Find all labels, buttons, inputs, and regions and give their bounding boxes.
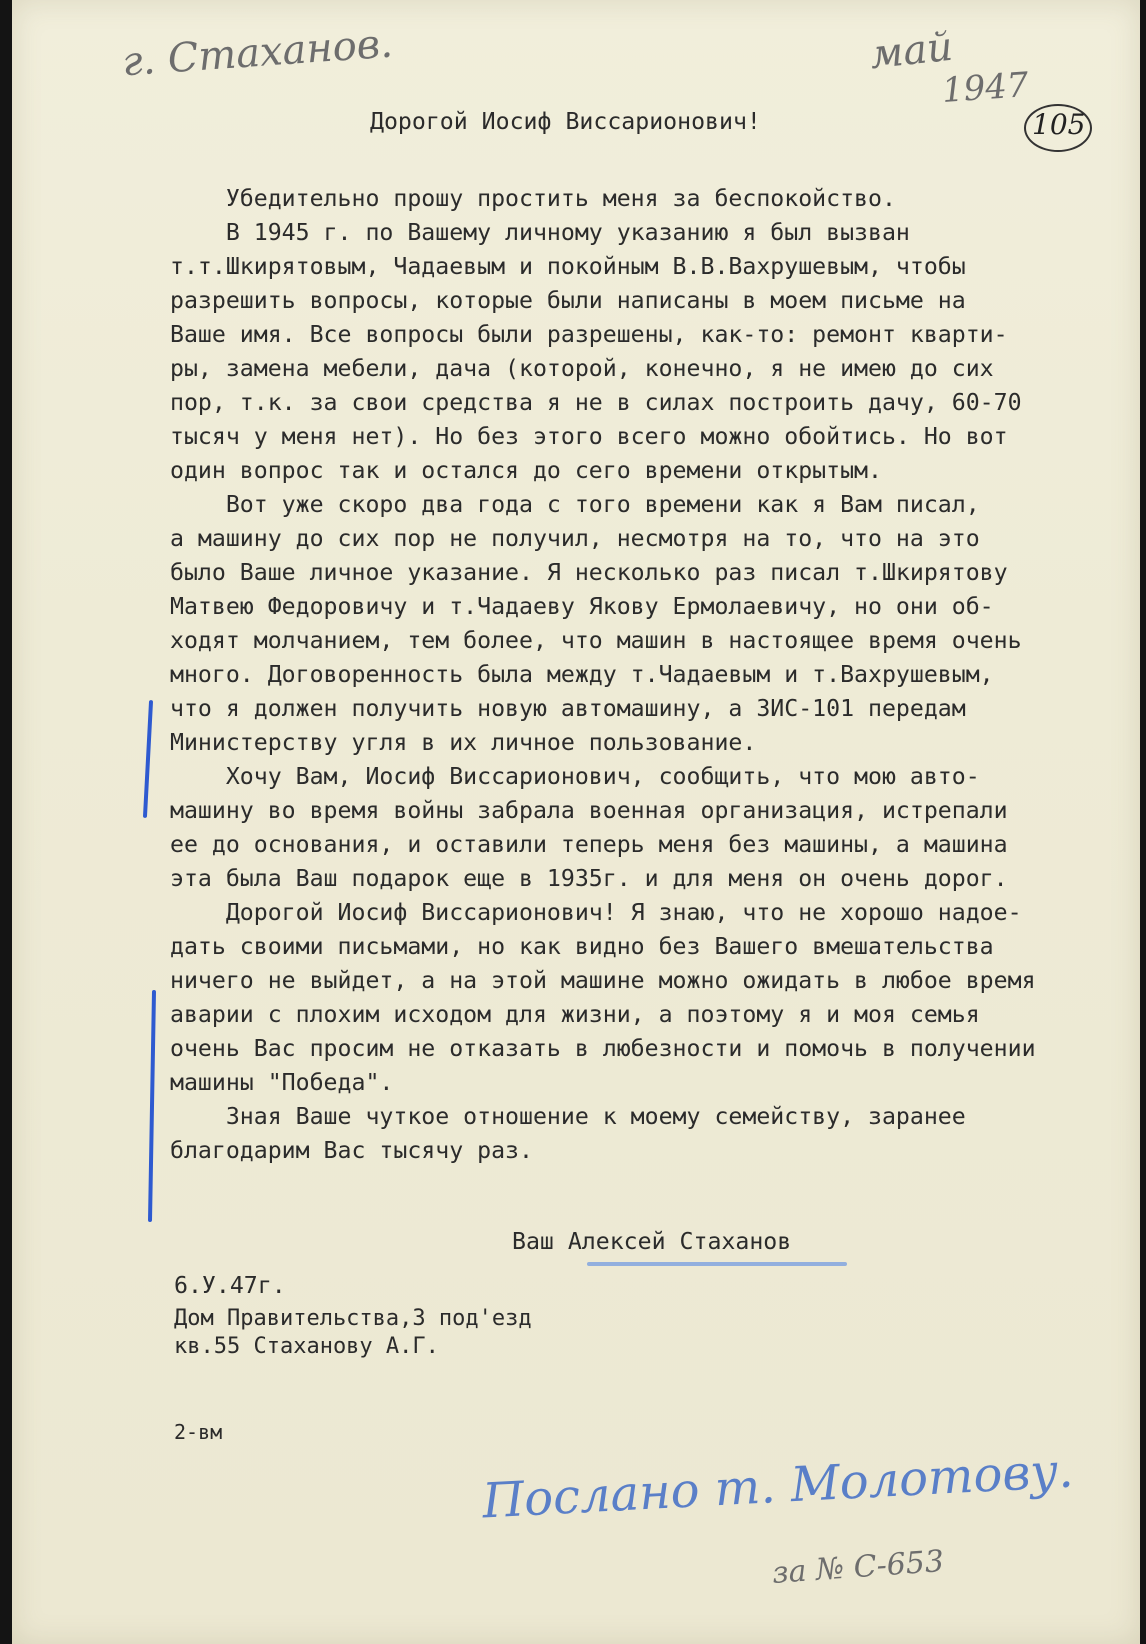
body-line: Хочу Вам, Иосиф Виссарионович, сообщить, что мою авто- xyxy=(170,763,980,790)
handwritten-year-note: 1947 xyxy=(940,65,1030,111)
body-line: ходят молчанием, тем более, что машин в настоящее время очень xyxy=(170,627,1022,654)
salutation: Дорогой Иосиф Виссарионович! xyxy=(370,108,761,135)
handwritten-name-note: г. Стаханов. xyxy=(120,20,395,86)
body-line: Убедительно прошу простить меня за беспокойство. xyxy=(170,185,896,212)
body-line: ничего не выйдет, а на этой машине можно ожидать в любое время xyxy=(170,967,1036,994)
body-line: Вот уже скоро два года с того времени как я Вам писал, xyxy=(170,491,980,518)
body-line: а машину до сих пор не получил, несмотря на то, что на это xyxy=(170,525,980,552)
typist-mark: 2-вм xyxy=(174,1420,223,1444)
body-line: что я должен получить новую автомашину, а ЗИС-101 передам xyxy=(170,695,966,722)
body-line: Министерству угля в их личное пользование. xyxy=(170,729,757,756)
body-line: тысяч у меня нет). Но без этого всего можно обойтись. Но вот xyxy=(170,423,1008,450)
address-line: Дом Правительства,3 под'езд xyxy=(174,1306,532,1331)
body-line: ее до основания, и оставили теперь меня без машины, а машина xyxy=(170,831,1008,858)
signature: Ваш Алексей Стаханов xyxy=(512,1228,792,1255)
body-line: разрешить вопросы, которые были написаны в моем письме на xyxy=(170,287,966,314)
letter-date: 6.У.47г. xyxy=(174,1272,286,1299)
body-line: благодарим Вас тысячу раз. xyxy=(170,1137,533,1164)
page-number: 105 xyxy=(1032,108,1086,141)
body-line: Дорогой Иосиф Виссарионович! Я знаю, что не хорошо надое- xyxy=(170,899,1022,926)
body-line: аварии с плохим исходом для жизни, а поэтому я и моя семья xyxy=(170,1001,980,1028)
letter-page xyxy=(12,0,1140,1644)
body-line: один вопрос так и остался до сего времени открытым. xyxy=(170,457,882,484)
body-line: Зная Ваше чуткое отношение к моему семейству, заранее xyxy=(170,1103,966,1130)
body-line: машину во время войны забрала военная организация, истрепали xyxy=(170,797,1008,824)
handwritten-reference-note: за № С-653 xyxy=(770,1544,946,1591)
handwritten-month-note: май xyxy=(867,23,955,79)
signature-underline xyxy=(587,1262,847,1266)
body-line: дать своими письмами, но как видно без Вашего вмешательства xyxy=(170,933,994,960)
handwritten-forward-note: Послано т. Молотову. xyxy=(480,1442,1075,1530)
body-line: много. Договоренность была между т.Чадаевым и т.Вахрушевым, xyxy=(170,661,994,688)
body-line: ры, замена мебели, дача (которой, конечно, я не имею до сих xyxy=(170,355,994,382)
body-line: Матвею Федоровичу и т.Чадаеву Якову Ермолаевичу, но они об- xyxy=(170,593,994,620)
body-line: эта была Ваш подарок еще в 1935г. и для меня он очень дорог. xyxy=(170,865,1008,892)
body-line: Ваше имя. Все вопросы были разрешены, как-то: ремонт кварти- xyxy=(170,321,1008,348)
address-line: кв.55 Стаханову А.Г. xyxy=(174,1334,439,1359)
body-line: было Ваше личное указание. Я несколько раз писал т.Шкирятову xyxy=(170,559,1008,586)
body-line: очень Вас просим не отказать в любезности и помочь в получении xyxy=(170,1035,1036,1062)
margin-mark xyxy=(143,700,153,818)
margin-mark xyxy=(148,990,156,1222)
body-line: т.т.Шкирятовым, Чадаевым и покойным В.В.Вахрушевым, чтобы xyxy=(170,253,966,280)
body-line: машины "Победа". xyxy=(170,1069,394,1096)
body-line: пор, т.к. за свои средства я не в силах построить дачу, 60-70 xyxy=(170,389,1022,416)
body-line: В 1945 г. по Вашему личному указанию я был вызван xyxy=(170,219,910,246)
